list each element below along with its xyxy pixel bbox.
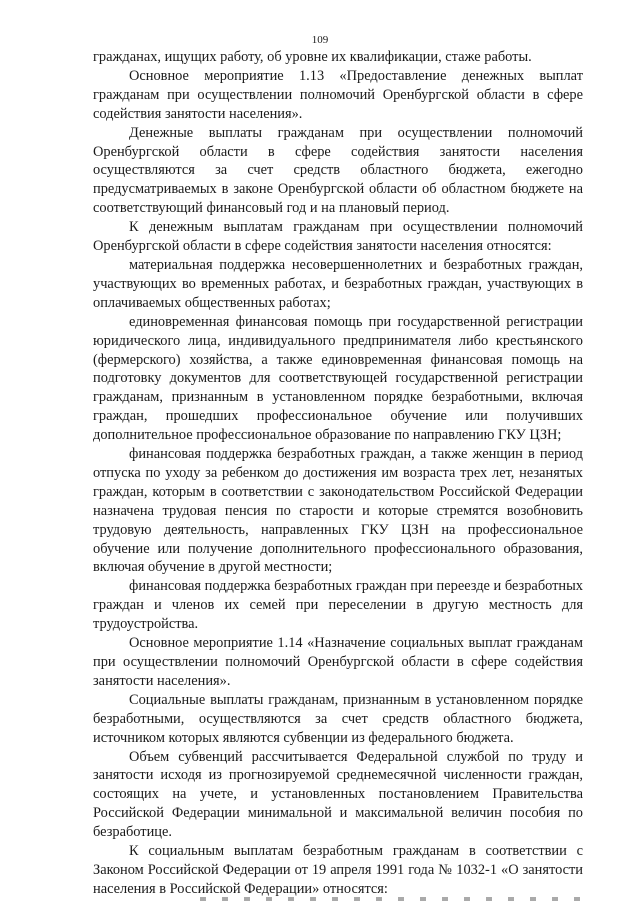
list-item: единовременная финансовая помощь при государственной регистрации юридического лица, индивидуального предпринимателя либо крестьянского (фермерского) хозяйства, а также единовременная финансовая помощь на подготовку документов для соответствующей государственной регистрации гражданам, признанным в установленном порядке безработными, включая граждан, прошедших профессиональное обучение или получивших дополнительное профессиональное образование по направлению ГКУ ЦЗН; — [93, 313, 583, 444]
paragraph-continuation: гражданах, ищущих работу, об уровне их квалификации, стаже работы. — [93, 49, 532, 65]
paragraph: Социальные выплаты гражданам, признанным в установленном порядке безработными, осуществляются за счет средств областного бюджета, источником которых являются субвенции из федерального бюджета. — [93, 691, 583, 746]
list-item: финансовая поддержка безработных граждан, а также женщин в период отпуска по уходу за ребенком до достижения им возраста трех лет, незанятых граждан, которым в соответствии с законодательством Российской Федерации назначена трудовая пенсия по старости и которые стремятся возобновить трудовую деятельность, направленных ГКУ ЦЗН на профессиональное обучение или получение дополнительного профессионального образования, включая обучение в другой местности; — [93, 446, 583, 576]
scan-edge-artifact — [200, 897, 580, 901]
page-number: 109 — [311, 34, 329, 46]
document-body — [93, 48, 583, 899]
list-item: материальная поддержка несовершеннолетних и безработных граждан, участвующих во временных работах, и безработных граждан, участвующих в оплачиваемых общественных работах; — [93, 256, 583, 311]
paragraph-measure-1-14-title: Основное мероприятие 1.14 «Назначение социальных выплат гражданам при осуществлении полномочий Оренбургской области в сфере содействия занятости населения». — [93, 635, 583, 689]
list-item: финансовая поддержка безработных граждан при переезде и безработных граждан и членов их семей при переселении в другую местность для трудоустройства. — [93, 578, 583, 633]
paragraph-measure-1-13-title: Основное мероприятие 1.13 «Предоставление денежных выплат гражданам при осуществлении полномочий Оренбургской области в сфере содействия занятости населения». — [93, 67, 583, 122]
paragraph: Денежные выплаты гражданам при осуществлении полномочий Оренбургской области в сфере содействия занятости населения осуществляются за счет средств областного бюджета, ежегодно предусматриваемых в законе Оренбургской области об областном бюджете на соответствующий финансовый год и на плановый период. — [93, 124, 583, 217]
paragraph: Объем субвенций рассчитывается Федеральной службой по труду и занятости исходя из прогнозируемой среднемесячной численности граждан, состоящих на учете, и установленных постановлением Правительства Российской Федерации минимальной и максимальной величин пособия по безработице. — [93, 748, 583, 841]
paragraph: К социальным выплатам безработным гражданам в соответствии с Законом Российской Федерации от 19 апреля 1991 года № 1032-1 «О занятости населения в Российской Федерации» относятся: — [93, 843, 583, 897]
paragraph: К денежным выплатам гражданам при осуществлении полномочий Оренбургской области в сфере содействия занятости населения относятся: — [93, 219, 583, 255]
